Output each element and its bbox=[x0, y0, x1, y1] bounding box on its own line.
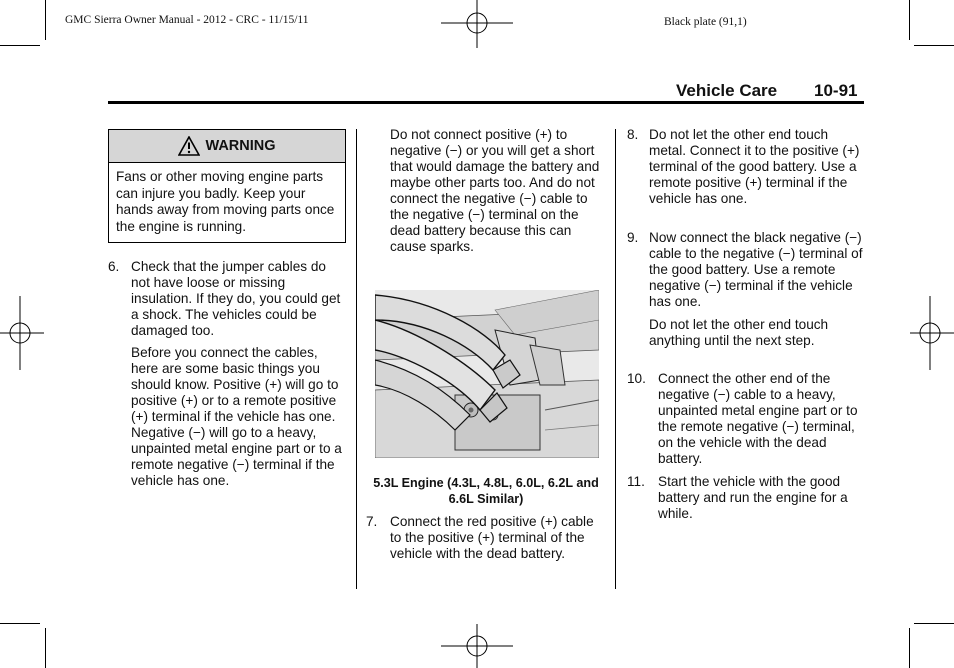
registration-mark-top bbox=[441, 0, 515, 48]
column-divider bbox=[356, 129, 357, 589]
step-number: 11. bbox=[627, 474, 645, 489]
list-item-9 bbox=[627, 230, 863, 349]
step-note: Before you connect the cables, here are some basic things you should know. Positive (+) will go to positive (+) or to a remote positive (+) terminal if the vehicle has one. Negative (−) will go to a heavy, unpainted metal engine part or to a remote negative (−) terminal if the vehicle has one. bbox=[131, 345, 342, 488]
step-text: Now connect the black negative (−) cable to the negative (−) terminal of the good battery. Use a remote negative (−) terminal if the vehicle has one. bbox=[649, 230, 863, 309]
plate-info: Black plate (91,1) bbox=[664, 16, 747, 28]
warning-box bbox=[108, 129, 346, 243]
step-number: 9. bbox=[627, 230, 639, 245]
list-item-10 bbox=[627, 371, 865, 467]
section-title: Vehicle Care bbox=[676, 81, 778, 100]
manual-info: GMC Sierra Owner Manual - 2012 - CRC - 11/15/11 bbox=[65, 14, 309, 26]
page-number: 10-91 bbox=[814, 81, 858, 100]
step-text: Connect the red positive (+) cable to the positive (+) terminal of the vehicle with the dead battery. bbox=[390, 514, 594, 561]
header-rule bbox=[108, 101, 864, 104]
step-text: Connect the other end of the negative (−) cable to a heavy, unpainted metal engine part or to the remote negative (−) terminal, on the vehicle with the dead battery. bbox=[658, 371, 858, 466]
registration-mark-bottom bbox=[441, 624, 515, 668]
registration-mark-right bbox=[910, 296, 954, 370]
step-number: 7. bbox=[366, 514, 378, 529]
warning-header bbox=[109, 130, 345, 163]
warning-triangle-icon bbox=[178, 136, 200, 156]
jumper-cable-photo bbox=[375, 290, 599, 458]
warning-label: WARNING bbox=[205, 138, 276, 154]
step-number: 10. bbox=[627, 371, 646, 386]
figure-caption: 5.3L Engine (4.3L, 4.8L, 6.0L, 6.2L and 6.6L Similar) bbox=[373, 476, 599, 506]
caution-paragraph: Do not connect positive (+) to negative (−) or you will get a short that would damage the battery and maybe other parts too. And do not connect the negative (−) cable to the negative (−) terminal on the dead battery because this can cause sparks. bbox=[390, 127, 600, 254]
registration-mark-left bbox=[0, 296, 44, 370]
list-item-7 bbox=[366, 514, 602, 562]
step-number: 8. bbox=[627, 127, 639, 142]
list-item-8 bbox=[627, 127, 863, 207]
list-item-6 bbox=[108, 259, 348, 489]
list-item-11 bbox=[627, 474, 865, 522]
step-number: 6. bbox=[108, 259, 120, 274]
warning-text: Fans or other moving engine parts can injure you badly. Keep your hands away from moving parts once the engine is running. bbox=[116, 169, 335, 234]
step-text: Check that the jumper cables do not have loose or missing insulation. If they do, you could get a shock. The vehicles could be damaged too. bbox=[131, 259, 341, 338]
step-text: Start the vehicle with the good battery and run the engine for a while. bbox=[658, 474, 848, 521]
column-divider bbox=[615, 129, 616, 589]
engine-battery-illustration bbox=[375, 290, 599, 458]
step-text: Do not let the other end touch metal. Connect it to the positive (+) terminal of the good battery. Use a remote positive (+) terminal if the vehicle has one. bbox=[649, 127, 860, 206]
step-note: Do not let the other end touch anything until the next step. bbox=[649, 317, 829, 348]
